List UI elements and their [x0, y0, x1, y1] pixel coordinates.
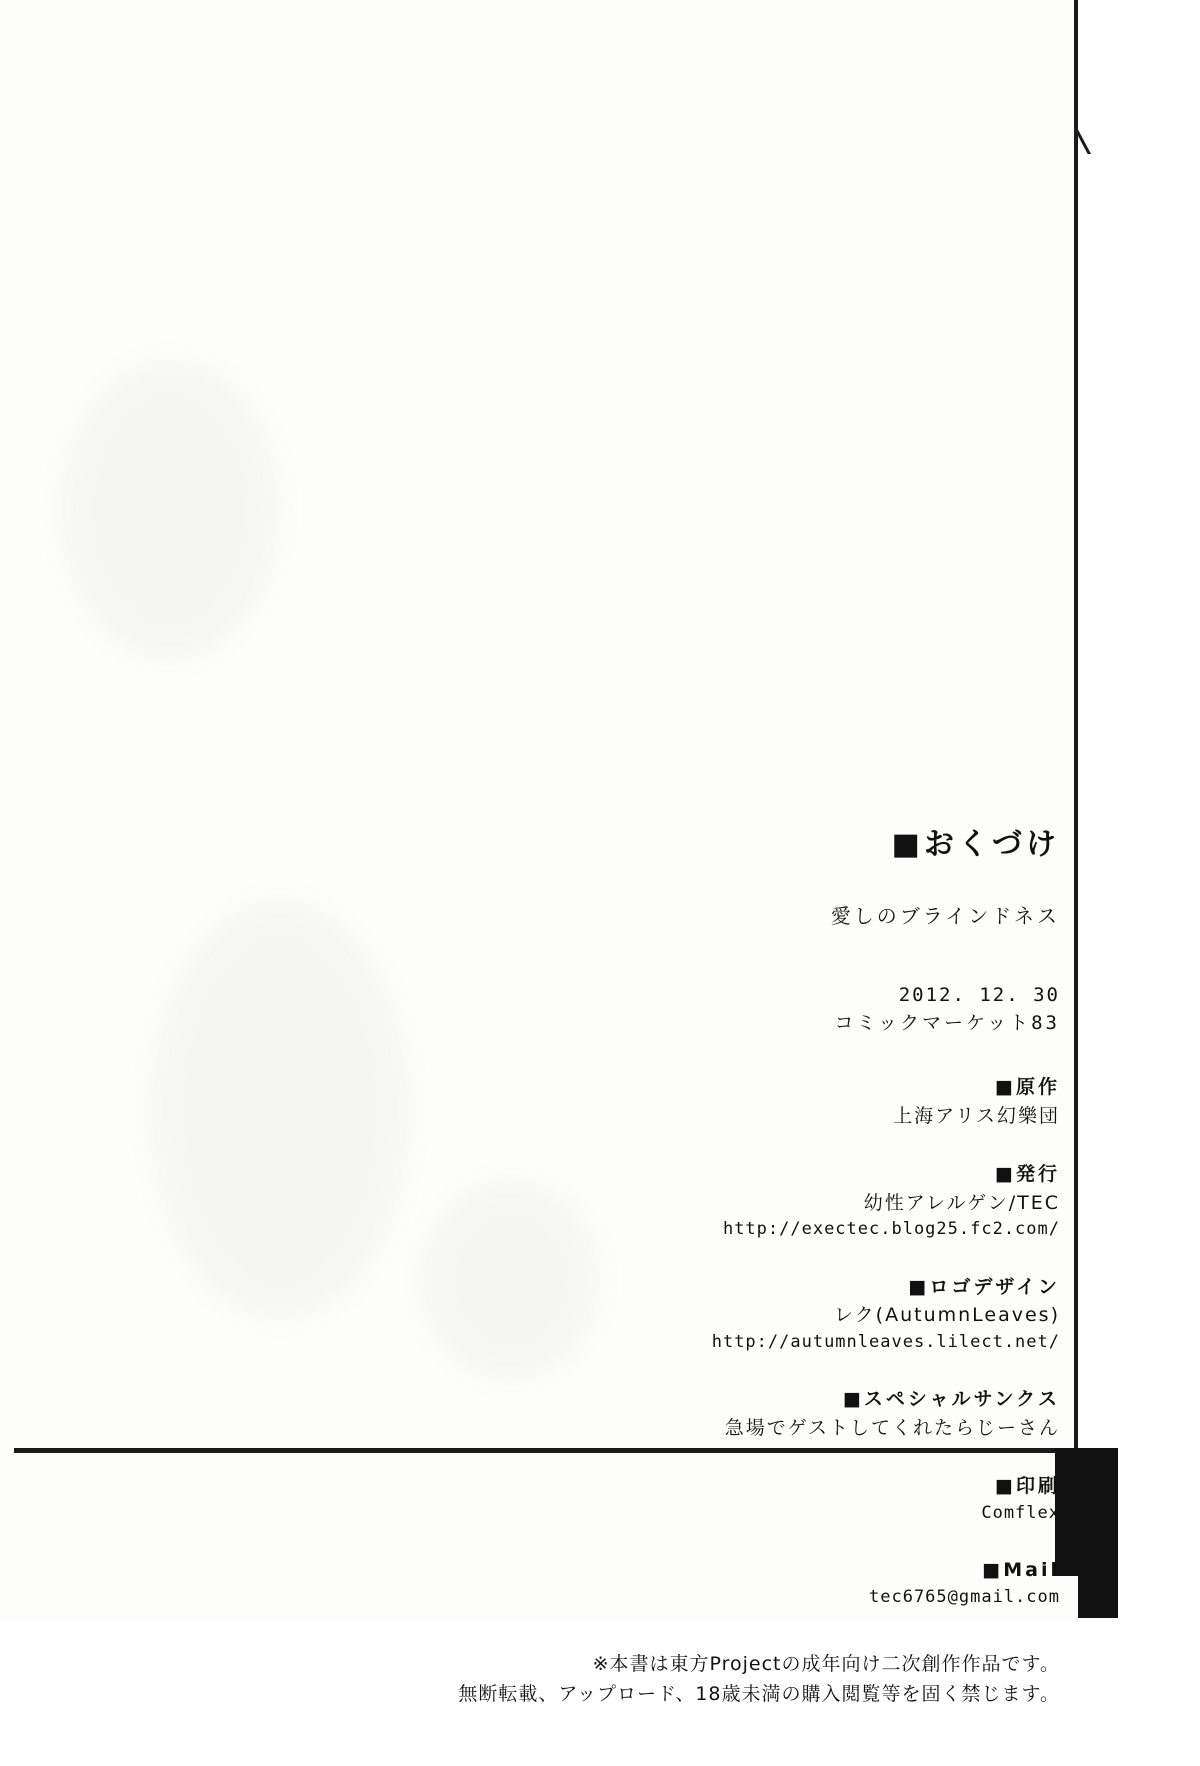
rule-corner-notch [1078, 108, 1118, 154]
credit-publisher [340, 1160, 1060, 1243]
spine-margin [1080, 0, 1118, 1618]
legal-notice-line-1: ※本書は東方Projectの成年向け二次創作作品です。 [592, 1653, 1060, 1676]
logo-design-url[interactable]: http://autumnleaves.lilect.net/ [711, 1331, 1060, 1352]
credit-value: Comflex [981, 1502, 1060, 1523]
event-name: コミックマーケット83 [834, 1011, 1060, 1034]
credit-original-work [340, 1073, 1060, 1130]
bleedthrough-artifact [60, 360, 280, 660]
corner-block-extension [1078, 1448, 1118, 1618]
outer-margin [1118, 0, 1200, 1766]
credit-heading: ■原作 [995, 1076, 1060, 1099]
credit-heading: ■ロゴデザイン [908, 1275, 1060, 1298]
publication-date: 2012. 12. 30 [898, 984, 1060, 1006]
credit-heading: ■印刷 [995, 1475, 1060, 1498]
publication-date-group [340, 982, 1060, 1037]
credit-heading: ■Mail [982, 1559, 1060, 1582]
credit-mail [340, 1556, 1060, 1610]
colophon-heading: ■おくづけ [891, 827, 1060, 862]
credit-special-thanks [340, 1385, 1060, 1442]
credit-heading: ■発行 [995, 1163, 1060, 1186]
credit-value: 幼性アレルゲン/TEC [863, 1191, 1060, 1214]
credit-value: 上海アリス幻樂団 [893, 1104, 1060, 1127]
credit-heading: ■スペシャルサンクス [842, 1388, 1060, 1411]
credit-logo-design [340, 1273, 1060, 1356]
credit-value: 急場でゲストしてくれたらじーさん [724, 1416, 1060, 1439]
legal-notice-line-2: 無断転載、アップロード、18歳未満の購入閲覧等を固く禁じます。 [458, 1682, 1060, 1705]
vertical-rule [1074, 0, 1078, 1452]
credit-printing [340, 1472, 1060, 1526]
work-title: 愛しのブラインドネス [830, 904, 1060, 928]
mail-address[interactable]: tec6765@gmail.com [869, 1586, 1060, 1607]
colophon [340, 827, 1060, 1709]
credit-value: レク(AutumnLeaves) [834, 1304, 1060, 1327]
legal-notice [340, 1650, 1060, 1709]
publisher-url[interactable]: http://exectec.blog25.fc2.com/ [722, 1219, 1060, 1240]
